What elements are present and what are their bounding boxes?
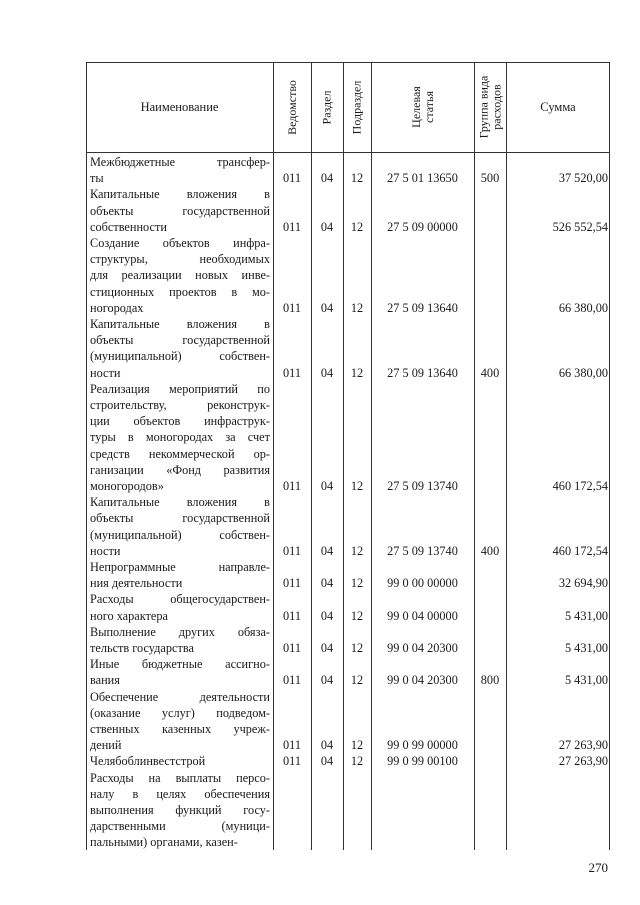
header-bottom-border: [86, 152, 610, 153]
row-name-line: собственности: [90, 219, 167, 234]
row-group: 400: [480, 365, 500, 380]
row-sum: 5 431,00: [564, 608, 608, 623]
row-name-line: Непрограммные направле-: [90, 560, 270, 574]
row-name-line: Капитальные вложения в: [90, 495, 270, 510]
header-department: Ведомство: [284, 79, 299, 135]
row-name-line: (муниципальной) собствен-: [90, 527, 270, 542]
row-sum: 66 380,00: [558, 365, 608, 380]
row-department: 011: [283, 754, 301, 769]
header-group: [474, 63, 506, 151]
table-row: [86, 381, 610, 494]
row-name-line: дений: [90, 738, 122, 753]
row-section: 04: [320, 608, 334, 623]
row-target: 99 0 04 00000: [387, 608, 458, 623]
table-row: [86, 235, 610, 316]
row-name-line: Обеспечение деятельности: [90, 689, 270, 704]
header-name: Наименование: [140, 99, 219, 114]
table-row: [86, 591, 610, 623]
row-name-line: ции объектов инфраструк-: [90, 414, 270, 429]
row-name-line: ности: [90, 365, 121, 380]
table-row: [86, 624, 610, 656]
row-name-line: пальными) органами, казен-: [90, 835, 238, 850]
row-target: 99 0 99 00100: [387, 754, 458, 769]
row-name: [90, 656, 270, 688]
row-name: [90, 381, 270, 494]
row-section: 04: [320, 754, 334, 769]
row-subsection: 12: [350, 543, 364, 558]
row-department: 011: [283, 478, 301, 493]
row-subsection: 12: [350, 219, 364, 234]
row-sum: 37 520,00: [558, 171, 608, 186]
row-name-line: ганизации «Фонд развития: [90, 462, 270, 477]
row-target: 27 5 01 13650: [387, 171, 458, 186]
row-subsection: 12: [350, 673, 364, 688]
row-name-line: ты: [90, 171, 104, 186]
row-name-line: ногородах: [90, 300, 144, 315]
row-section: 04: [320, 543, 334, 558]
row-subsection: 12: [350, 478, 364, 493]
row-name-line: Иные бюджетные ассигно-: [90, 657, 270, 672]
row-name: [90, 186, 270, 235]
row-name-line: Создание объектов инфра-: [90, 236, 270, 250]
row-subsection: 12: [350, 576, 364, 591]
table-row: [86, 494, 610, 559]
row-department: 011: [283, 219, 301, 234]
row-name-line: стиционных проектов в мо-: [90, 284, 270, 299]
header-target-l2: статья: [421, 91, 436, 123]
row-section: 04: [320, 576, 334, 591]
row-section: 04: [320, 478, 334, 493]
row-name-line: ния деятельности: [90, 576, 183, 591]
row-name: [90, 753, 270, 769]
row-section: 04: [320, 219, 334, 234]
row-name-line: Расходы на выплаты персо-: [90, 770, 270, 785]
row-target: 27 5 09 13740: [387, 543, 458, 558]
table-row: [86, 186, 610, 235]
row-department: 011: [283, 300, 301, 315]
row-department: 011: [283, 543, 301, 558]
row-department: 011: [283, 576, 301, 591]
row-name-line: для реализации новых инве-: [90, 268, 270, 283]
row-name-line: Межбюджетные трансфер-: [90, 155, 270, 169]
header-target: [371, 64, 474, 150]
row-subsection: 12: [350, 754, 364, 769]
row-name: [90, 770, 270, 851]
row-name-line: (муниципальной) собствен-: [90, 349, 270, 364]
row-sum: 5 431,00: [564, 640, 608, 655]
row-target: 27 5 09 13640: [387, 365, 458, 380]
row-name: [90, 316, 270, 381]
row-sum: 27 263,90: [558, 738, 608, 753]
row-section: 04: [320, 171, 334, 186]
row-name-line: объекты государственной: [90, 333, 270, 348]
header-target-l1: Целевая: [408, 86, 423, 128]
row-target: 99 0 04 20300: [387, 640, 458, 655]
row-subsection: 12: [350, 640, 364, 655]
row-department: 011: [283, 738, 301, 753]
row-name: [90, 559, 270, 591]
row-subsection: 12: [350, 365, 364, 380]
row-name-line: (оказание услуг) подведом-: [90, 705, 270, 720]
row-name-line: Выполнение других обяза-: [90, 624, 270, 639]
row-name-line: Челябоблинвестстрой: [90, 754, 206, 769]
row-name-line: ственных казенных учреж-: [90, 721, 270, 736]
table-row: [86, 753, 610, 769]
table-row: [86, 689, 610, 754]
table-row: [86, 770, 610, 851]
row-sum: 66 380,00: [558, 300, 608, 315]
row-subsection: 12: [350, 300, 364, 315]
row-section: 04: [320, 640, 334, 655]
header-sum: Сумма: [540, 99, 576, 114]
row-name-line: строительству, реконструк-: [90, 397, 270, 412]
row-name-line: средств некоммерческой ор-: [90, 446, 270, 461]
row-name-line: ности: [90, 543, 121, 558]
row-section: 04: [320, 673, 334, 688]
row-name-line: объекты государственной: [90, 203, 270, 218]
row-target: 99 0 00 00000: [387, 576, 458, 591]
page-number: 270: [588, 860, 608, 875]
row-name-line: объекты государственной: [90, 511, 270, 526]
row-name-line: ного характера: [90, 608, 168, 623]
header-section: Раздел: [319, 90, 334, 124]
row-group: 400: [480, 543, 500, 558]
row-department: 011: [283, 171, 301, 186]
row-department: 011: [283, 640, 301, 655]
row-target: 27 5 09 13740: [387, 478, 458, 493]
row-section: 04: [320, 300, 334, 315]
row-group: 500: [480, 171, 500, 186]
row-target: 99 0 04 20300: [387, 673, 458, 688]
row-department: 011: [283, 365, 301, 380]
row-sum: 460 172,54: [552, 478, 608, 493]
table-row: [86, 656, 610, 688]
row-name-line: Капитальные вложения в: [90, 187, 270, 202]
row-section: 04: [320, 738, 334, 753]
row-group: 800: [480, 673, 500, 688]
row-target: 27 5 09 00000: [387, 219, 458, 234]
row-section: 04: [320, 365, 334, 380]
row-name: [90, 235, 270, 316]
row-sum: 526 552,54: [552, 219, 608, 234]
row-target: 99 0 99 00000: [387, 738, 458, 753]
row-sum: 460 172,54: [552, 543, 608, 558]
row-sum: 5 431,00: [564, 673, 608, 688]
row-sum: 32 694,90: [558, 576, 608, 591]
row-department: 011: [283, 608, 301, 623]
row-name: [90, 494, 270, 559]
row-sum: 27 263,90: [558, 754, 608, 769]
table-row: [86, 559, 610, 591]
header-subsection: Подраздел: [349, 80, 364, 134]
row-target: 27 5 09 13640: [387, 300, 458, 315]
header-group-l2: расходов: [489, 84, 503, 130]
row-name-line: тельств государства: [90, 640, 194, 655]
row-subsection: 12: [350, 738, 364, 753]
row-name: [90, 624, 270, 656]
row-subsection: 12: [350, 171, 364, 186]
table-row: [86, 154, 610, 186]
row-name: [90, 689, 270, 754]
row-name-line: дарственными (муници-: [90, 819, 270, 834]
row-name-line: Расходы общегосударствен-: [90, 592, 270, 607]
row-name-line: структуры, необходимых: [90, 252, 270, 267]
row-name: [90, 154, 270, 186]
budget-table: [86, 62, 610, 850]
table-row: [86, 316, 610, 381]
row-name: [90, 591, 270, 623]
row-name-line: Капитальные вложения в: [90, 317, 270, 331]
row-subsection: 12: [350, 608, 364, 623]
row-name-line: налу в целях обеспечения: [90, 786, 270, 801]
row-name-line: выполнения функций госу-: [90, 802, 270, 817]
header-group-l1: Группа вида: [476, 75, 490, 139]
row-department: 011: [283, 673, 301, 688]
row-name-line: туры в моногородах за счет: [90, 430, 270, 445]
row-name-line: Реализация мероприятий по: [90, 381, 270, 396]
row-name-line: вания: [90, 673, 120, 688]
row-name-line: моногородов»: [90, 478, 164, 493]
